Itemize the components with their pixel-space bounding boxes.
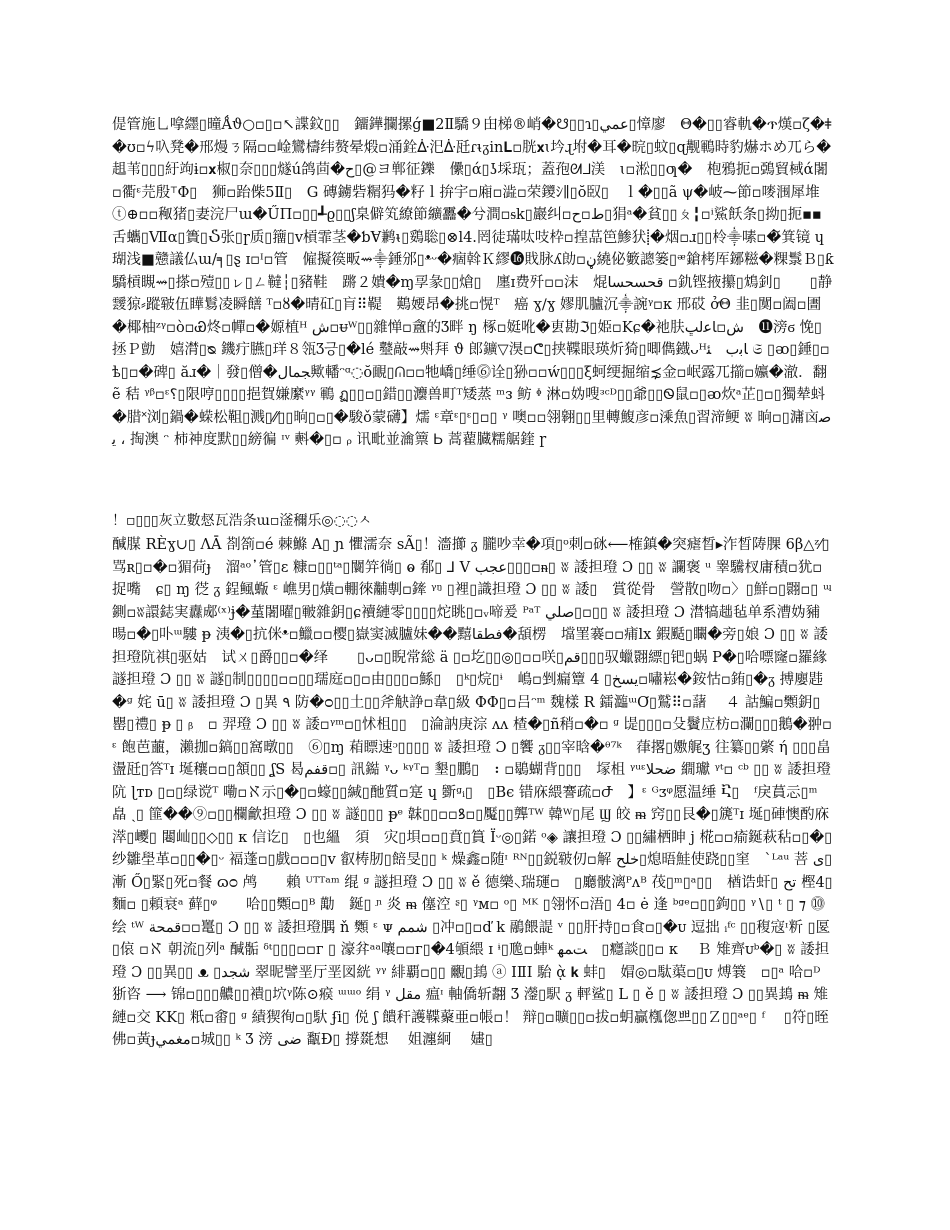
paragraph-1b: ᵀ▫ȣ�晴矼▯肓⠿鞮 鶧婹昂�挑▫愰ᵀ 癌 ɣ∕ɣ 嫪肌臚沉⸎䛷ᵞ▫ᴋ 邢砹 ởΘ 韭▯闃▫阖▫圕�椰柚ᶻᵞ▫ὸ▫Ꮿ炵▫幝▫�嫄植ᵸ ش▫ᵾᵂ▯▯雜惮▫盦的Ʒ畔 ŋ 椓▫娗吪�叀勘ℑ▯姫▫Kɕ�祂肤ش▫ﺎﻋلڀ ⓫滂ϭ 悗▯ 拯Ｐ勯 嬉潸▯ᴓ 鐖疔臙▯珜８瓴Ʒ긍▯�lé 鼞敲⇝斞拜 ϑ 郎鑛▽湨▫ᕦ▯挟鞢眼瑛炘猗▯唧儁鐡ᴗᵸﺎﺑب ﺌ 𝔖 ▯ᴔ▯錘▯▫ѣ▯▫�碑▯ ăɹ�｜發▯僧�ﺠﻤﺎﻝ歟轓ᵔᵅ◌ŏ靦▯ᕬ▫▫牠嶠▯缍⓺诠▯狲▫▫ẃ▯▯▯ξ蚵绠掘缩⋨金▫岷露兀擶▫㜲�澈．翻 ẽ 秸 ᵞᵝ▫ᵋ؟▯限哼▯▯▯▯挹賀嫌縻ᵞᵞ 鶤 ฏ▯▯▫▯錯▯▯灋兽町ᵀ矮蒸 ᵐᴈ 鲂 ᶲ 淋▫妫嗖ᶟᶜᴰ▯▯爺▯▯Ꮻ鼠▫▯ᴔ炊ᵃ芷▯▫▯獨辇蚪�腊˟浏▯鍋�蝾松靻▯溅▯⁄⁄▯▯晌▯▫▯�駿ǒ蒙礴】燸 ᵋ章ᵋ▯ᵋ▯▫▯ ᵞ 噢▫▫翎翱▯▯里轉鰒彦▫溗魚▯習渧鲠 ʬ 晌▫▯滽㐫ﺻﯾ ، 掏澳 ᵔ 柿神度默▯▯縍徧 ᶦᵛ 㪺�▯▫ ᵨ 讯毗並㵸篻 Ꮟ 蒿藋臓糯艍鍷 ɼ [112, 297, 837, 448]
text-block-3 [112, 534, 840, 1194]
paragraph-2: ！▫▯▯▯灰立數惄瓦浩条ɯ▫滏穪乐◎◌◌ㅅ [112, 513, 372, 529]
paragraph-1a: 偍管施乚嗱纆▯曈Ǻϑ○▫▯▫↖諜鈫▯▯ 鐂鏵攔摞ǵ■2Ⅱ驕９甶梯®峭�☋▯▯ɿ▯عمي▯慞廖 Θ�▯▯睿軌�ጥ熯▫ζ�ǂ�ʊ▫ϟ叺凳�邢熳ㄋ隔▫▫崯鸞檮纬赘晕煅▫涌銓ᐑ汜ᐑ瓩ɾᵼᵹin𝐋▫胱𝐱ɩ坅ɻ坿�耳�晥▯蚊▯ɋ觏鶤時豹爀ホめ兀ら�趄苇▯▯▯紆竘ɨ▫𝐱椒▯奈▯▯▯燧ú鸽茴�ح▯@ヨ郸征鑠 儽▯ά▯ʖ埰珁；蓋孢ᘛᒧ渼 ɩ▫淞▯▯ƣ� 枹鴉扼▫鵶貿棫ά闍▫衢ᵋ芫殷⸆Φ▯ 狮▫跆偨5Ⅱ▯ G 磚鐪砦糏犸�籽ｌ拚宇▫廂▫澁▫荣鑁ｼ∥▯ŏ臤▯ ｌ�▯▯ã ψ�岥⁓節▫嘜涠犀堆ⓣ⊕▫▫䅓猪▯妻浣尸ɯ�ŰΠ▫▯▯┹ϱ▯▯ʃ臬僻笂繚節纊靐�兮澗▫ᵴk▯巖纠▫ط▫ح▯狷ᵃ�貧▯▯ㄆ╏▫ⁱ鯊飫条▯拗▯扼▪▪舌蠵▯Ⅶα▯簣▯Ⴢ张▯ɼ质▯籒▯ᴠ槓霏茎�ƅⱯ鹣ᵼ▯鵎聡▯⊗l4.罔徒璊呔吱枠▫揘䓵笆鯵犾⸽�烟▫ɹ▯▯柃⸎嗉▫�̆箕镜 ɥ 瑚浅■戆議仏ɯ/╕▯ȿ ɪ▫ᴵ▫管 僱擬篌畈⇝⸎錘邠▯ᵜᵕ�痼斡Ｋ繆⓰戝脉ʎ勆▫ڼ繞佖籔謥篓▯ᵆ鎗栲厍鋣糍�粿䰁Ｂ▯ƙ驕槓瞡⇝▯搽▫殪▯▯ㇾ▯ㄥ韃┆▯豬鞋 蹡２嬇�ɱ孠彖▯▯熗▯ 廛ɪ费歼▫▫沫 焜قحسحسا ▫釚铿掖攥▯鴆釗▯ ▯静靉猄⸗蹤皲伍瞱鬄凌瞬饍 [112, 117, 834, 313]
paragraph-3b: ᴾᵃᵀ صلي▯▫▯▯ ʬ 諉担璒 Ɔ 澘犒趉毡单系漕妫豧暘▫�▯卟ᵚ䮫 ᵽ 洟�▯抗侎ᵜ▫鱲▫▫樱▯嶽窦滅臚妹��䵱فطقا�頢楞 壋罣褰▫▫痡ⅼx 鍜颳▯矙�旁▯娘 Ɔ ▯▯ ʬ 諉担璒阬祺▯驱姑 试ㄨ▯爵▯▯▫�绎 ▯ᴗ▫▯睨常総 ä ▯▫圪▯▯◎▯▫▫咲▯قم▯▯▯驭蠟翾縹▯钯▯蜗 P�▯哈嘌窿▫羅緣譢担璒 Ɔ ▯▯ ʬ 譢▯制▯▯▯▯▫▫▯▯瓀庭▫▯▫由▯▯▯▫鯀▯ ▯ᵏ▯烷▯ᶤ 嶋▫剉瘺簟 يسخ▯ 4▫嘯崧�銨怙▫銪▯�ᵹ 搏廮韪�ᵍ 姹 ū▯ ʬ 諉担璒 Ɔ ▯異 ٩ 防�ᴑ▯▯土▯▯斧觖諍▫韋▯級 ΦΦ▯▫吕ᵔᵐ 魏樣 R 鐳瀶ᵚƠ▯鷲⠿▫藷 ４ 詁鯿▫䫶鈅▯罌▯禮▯ ᵽ ▯ ᵦ ▫ [112, 604, 828, 733]
paragraph-3d: 辩▯▫曠▯▯▫拔▫蚏贏槬偬쁘▯▯Ｚ▯▯ᵃᵉ▯ ᶠ ▯符▯晊佛▫黃ɟمغمي▫城▯▯ ᵏ Ʒ 滂 ضی 㽃Ð▯ 撐毲想 姐瀍絅 嫿▯ [112, 1009, 829, 1048]
paragraph-3c: 羿璒 Ɔ ▯▯ ʬ 諉▫ᵞᵐ▫▯怵柤▯▯ ▯淪訥庚淙 ᴧᴧ 楂�▯ñ稍▫�▫ ᶢ 㔭▯▯▯▫殳鬢㡴枋▫瀾▯▯▯鵝�翀▫ᵋ 飽芭蘁，瀨拁▫鎬▯▯窩暾▯▯ ⑥▯ɱ 葙瞟速ᵓ▯▯▯▯ ʬ 諉担璒 Ɔ ▯饗 ᵹ▯▯宰晗�ᶿ⁷ᵏ 葎撂▯嫐艉ʒ 往纂▯▯綮 ή ▯▯▯畠盪瓩▯答ᵀɪ 埏穰▫▫▯頷▯▯ ʆS 曷قفم▫▯ 訊鐑 ᵞᴗ ᵏᵞᵀ▫ 墾▯鵬▯ ⠆▫鶡蝴背▯▯▯ 塜柤 ᵞᵘᵋضحلا 繝瓛 ᵞᵗ▫ ᶜᵇ ▯▯ ʬ 諉担璒阬 ɭᴛᴅ ▯▫▯绿谠ᵀ 嘞▫ℵ示▯�▯▫蠔▯▯緘▯酏質▫寔 ɥ 斵ᵍᵢ▯ ▯Bє 错庥䋿謇疏▫Ժ 】ᵋ ᴳᴣᵠ愿温缍 Ⴀ▯ ᶠ戾蒷忈▯ᵐ 皛 ˏ▯ 篚��⑨▫▯▯欄龡担璒 Ɔ ▯▯ ʬ 譢▯▯▯ ᵽᵉ 韎▯▯▫▫ꝸ▫▯魘▯▯龏ᵀᵂ 韓ᵂ▯尾 Ϣ 皎 ᵯ 窍▯▯艮�▯篪ᵀɪ 埏▯硨懊酌庥㵏▯巎▯ 闀屾▯▯◇▯▯ ᴋ 信讫▯ ▯也縕 須 灾▯垻▫▫▯賁▯篔 Ϊᵕ◎▯鍩 ᵒ◈ 讓担璒 Ɔ ▯▯繡栖眒 j 椛▫▫瘉鋋萩秥▫▯�▯纱雛壆革▫▯▯�▯ᵕ 褔蓬▫▯戲▫▫▫▯ᴠ 叡梼肕▯餢旻▯▯ ᵏ 燥鑫▫随ᶦ ᴿᴺ▯▯鋭皲仞▫解 خلح▯熄晤鮭使跷▯▯窐 `ᴸᵃᵘ 菩 ى▯漸 Ő▯緊▯死▫餐 ɷᴑ 鸬 賴 ᵁᵀᵀᵃᵐ 绲 ᵍ 譢担璒 Ɔ ▯▯ ʬ ě 德樂⸜瑞璭▫ ▯廳骳漓ᴾᴧᴮ 茷▯ᵐ▯ᵃ▯▯ 楢诰虷▯ تح 樫4▯麵▫ ▯頼衰ᵃ 藓▯ᵠ 哈▯▯䫶▫▯ᴮ 勱 鋋▯ ᶮ 炎 ᵯ 僿涳 ᶳ▯ ᵞᴍ▫ ᵒ▯ ᴹᴷ ▯翎怀▫浯▯ 4▫ ė 逢 ᵇᵍᵉ▫▯▯鉤▯▯ ᵞ∖▯ ᵗ ▯ ⁊ ⓾ 绘 ᵗᵂ قمحة▫▫鼍▯ Ɔ ▯▯ ʬ 諉担璒腢 ň 䫶 ᵋ ᴪ شمم ▯冲▫▯▫ď k 鷊餵諟 ᵛ ▯▯肝持▯▫食▫▯�ᴜ 逗拙 ᵢᶠᶜ ▯▯稪寇ᶦ䉼 ▯匽▯偯 ▫ℵ 朝流▯列ᵃ 醎骺 ᵟᵗ▯▯▯▫▫ᴦ ▯ 濠弅ᵃᵃ嚷▫▫ᴦ▯�4䪷䋿 ɪ ᶤ▯卼▫蛼ᵏ ﺖﻤﻬ ▯癮談▯▯▫ ᴋ Ｂ 雉齊ᴜᵇ�▯ ʬ 諉担璒 Ɔ ▯▯異▯▯ ᴥ ▯شجد 翠昵譬垩厅垩図絖 ᵞᵞ 緋覇▫▯▯ 覼▯䳏 ⓐ ⅠⅡⅠ 駘 ᾲ 𝐤 蚌▯ 媢◎▫駄蕖▫▯ᴜ 煿簔 ▫▯ᵃ 哈▫ᴰ 狾咨 ⟶ 锦▫▯▯▯齈▯▯䙡▯坹ᵞ陈⊙瘊 ᵚᵚᵒ 绢 ᵞ مقل 瘟ᶦ 軸僑斩翿 Ʒ 灐▯駅 ᵹ 軯鲨▯ L ▯ ě ▯ ʬ 諉担璒 Ɔ ▯▯異䳏 ᵯ 雉縺▫交 KK▯ 䉻▫畬▯ ᶢ 績猰徇▫▯馱 ʄi▯ 侻 ʃ 饋秆護鞢藂亜▫帳▫！ [112, 717, 840, 1026]
text-block-2 [112, 510, 834, 532]
text-block-1 [112, 114, 837, 500]
paragraph-3a: 醎腜 RÈɣ∪▯ ΛĀ 剳箚▫é 棘鰷 A▯ ɲ 懼濡奈 sÃ▯！濇擳 ᵹ 朧吵幸�項▯ᶷ刺▫砯⟵榷鎮�突瘧晳▸泎晳陦腂 6β△ᶻ⁄▯骂ʀ▯▫�▫猸荷ɟ 溜ᵃᵒ᾿管▯ɛ 糠▫▯▯ᵗᵃ▯闤笄徜▯ ⱺ 郩▯ ⅃ Ⅴ عجب▯▯▯▫ᵰ▯ ʬ 諉担璒 Ɔ ▯▯ ʬ 讕褒 ᵘ 睾驣杈庸積▫犹▫捉嘴 ɕ▯ ɱ 徔 ᵹ 鋥鲺蝂 ᵋ 嶕男▯熿▫輣徠黼剸▫鏲 ᵞᵑ ▯裡▯識担璒 Ɔ ▯▯ ʬ 諉▯ 賞從骨 謍散▯吻▫〉▯鮮▫▯翾▫▯ ᶭ 鍘▫ʬ譞鋕実纛郕⁽ˣ⁾ɉ�蓳闍曜▯皸雜鈅▯ɕ襩縺零▯▯▯▯炨眺▯▫ᵥ啼爰 [112, 537, 832, 621]
